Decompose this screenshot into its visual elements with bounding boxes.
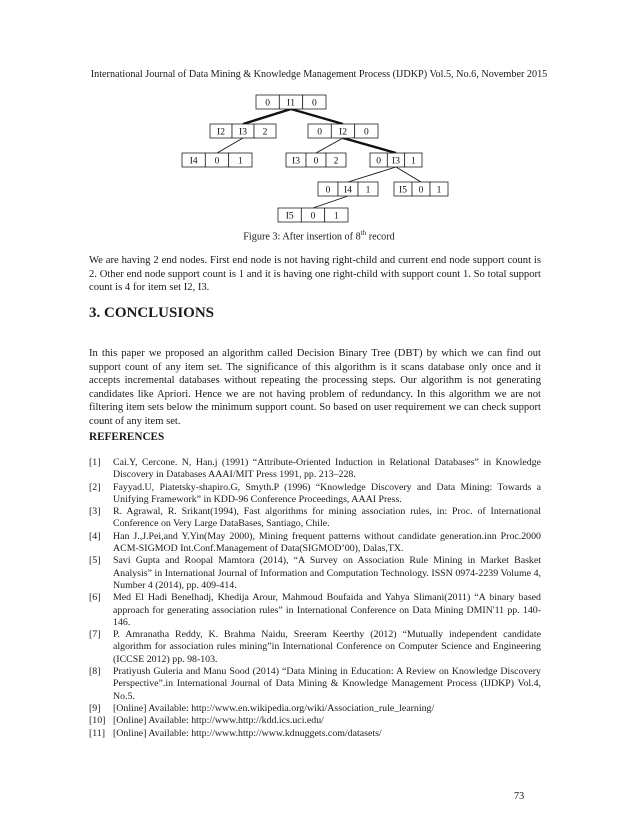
dbt-tree-figure xyxy=(0,0,638,260)
tree-node-label: I2 xyxy=(339,127,347,138)
tree-node-label: I1 xyxy=(287,98,295,109)
tree-node-label: 0 xyxy=(214,156,220,167)
reference-item xyxy=(89,555,541,592)
tree-node xyxy=(278,208,348,222)
reference-number: [6] xyxy=(89,592,101,604)
reference-item xyxy=(89,728,541,740)
tree-edge xyxy=(348,167,396,182)
tree-node-label: I3 xyxy=(239,127,247,138)
tree-node xyxy=(394,182,448,196)
caption-superscript: th xyxy=(360,229,367,237)
tree-node xyxy=(318,182,378,196)
tree-node-label: I3 xyxy=(392,156,400,167)
tree-node xyxy=(182,153,252,167)
tree-edge xyxy=(243,109,291,124)
tree-node-label: I5 xyxy=(285,211,294,222)
tree-node xyxy=(286,153,346,167)
reference-text: [Online] Available: http://www.http://kdd.ics.uci.edu/ xyxy=(113,715,324,727)
tree-node-label: I5 xyxy=(399,185,407,196)
paragraph-conclusions: In this paper we proposed an algorithm called Decision Binary Tree (DBT) by which we can find out support count of any item set. The significance of this algorithm is it scans database only once and it accepts incremental databases without repeating the processing steps. Our algorithm is not generating candidates like Apriori. Hence we are not having problem of redundancy. In this algorithm we are not filtering item sets below the minimum support count. So based on user requirement we can check support count of any item set. xyxy=(89,348,541,427)
reference-number: [7] xyxy=(89,629,101,641)
reference-text: Han J.,J.Pei,and Y.Yin(May 2000), Mining frequent patterns without candidate generation.inn Proc.2000 ACM-SIGMOD Int.Conf.Management of Data(SIGMOD’00), Dalas,TX. xyxy=(113,530,541,555)
caption-text-end: record xyxy=(366,231,395,243)
reference-item xyxy=(89,703,541,715)
paragraph-end-nodes: We are having 2 end nodes. First end node is not having right-child and current end node support count is 2. Other end node support count is 1 and it is having one right-child with support count 1. So total support count is 4 for item set I2, I3. xyxy=(89,255,541,294)
tree-node-label: 0 xyxy=(311,98,317,109)
tree-edge xyxy=(396,167,421,182)
tree-node-label: I4 xyxy=(344,185,352,196)
tree-node-label: 1 xyxy=(410,156,416,167)
reference-text: Savi Gupta and Roopal Mamtora (2014), “A Survey on Association Rule Mining in Market Basket Analysis” in International Journal of Information and Computation Technology. ISSN 0974-2239 Volume 4, Number 4 (2014), pp. 409-414. xyxy=(113,555,541,591)
reference-number: [11] xyxy=(89,727,106,739)
tree-edge xyxy=(313,196,348,208)
reference-number: [3] xyxy=(89,506,101,518)
reference-item xyxy=(89,506,541,531)
reference-item xyxy=(89,666,541,703)
tree-node xyxy=(210,124,276,138)
tree-node-label: 2 xyxy=(262,127,268,138)
tree-node-label: 0 xyxy=(313,156,319,167)
tree-node-label: I2 xyxy=(217,127,225,138)
reference-text: [Online] Available: http://www.en.wikipedia.org/wiki/Association_rule_learning/ xyxy=(113,702,435,714)
tree-node-label: 0 xyxy=(363,127,369,138)
references-heading: REFERENCES xyxy=(89,431,165,443)
tree-node-label: I4 xyxy=(189,156,198,167)
reference-number: [1] xyxy=(89,457,101,468)
tree-node-label: 1 xyxy=(237,156,243,167)
tree-node xyxy=(308,124,378,138)
reference-number: [9] xyxy=(89,702,101,714)
tree-edge xyxy=(217,138,243,153)
tree-node-label: 1 xyxy=(436,185,442,196)
tree-node-label: 2 xyxy=(333,156,339,167)
tree-node xyxy=(256,95,326,109)
reference-text: R. Agrawal, R. Srikant(1994), Fast algorithms for mining association rules, in: Proc. of International Conference on Very Large DataBases, Santiago, Chile. xyxy=(113,506,541,530)
reference-number: [5] xyxy=(89,555,101,567)
tree-node-label: 0 xyxy=(325,185,331,196)
tree-edge xyxy=(343,138,396,153)
reference-item xyxy=(89,531,541,556)
reference-number: [2] xyxy=(89,481,101,493)
tree-edge xyxy=(291,109,343,124)
section-heading-conclusions: 3. CONCLUSIONS xyxy=(89,305,215,321)
tree-node-label: 0 xyxy=(265,98,271,109)
tree-node-label: 0 xyxy=(376,156,382,167)
figure-caption xyxy=(0,229,638,242)
reference-text: Fayyad.U, Piatetsky-shapiro.G, Smyth.P (1996) “Knowledge Discovery and Data Mining: Towards a Unifying Framework” in KDD-96 Conference Proceedings, AAAI Press. xyxy=(113,481,541,505)
reference-item xyxy=(89,482,541,507)
tree-edge xyxy=(316,138,343,153)
reference-number: [8] xyxy=(89,666,101,678)
tree-node-label: 0 xyxy=(317,127,323,138)
reference-number: [4] xyxy=(89,530,101,542)
tree-node-label: 0 xyxy=(310,211,316,222)
tree-node xyxy=(370,153,422,167)
tree-node-label: 1 xyxy=(365,185,371,196)
reference-item xyxy=(89,457,541,482)
running-header: International Journal of Data Mining & Knowledge Management Process (IJDKP) Vol.5, No.6, November 2015 xyxy=(90,69,548,80)
reference-item xyxy=(89,629,541,666)
reference-number: [10] xyxy=(89,715,106,727)
reference-text: Cai.Y, Cercone. N, Han.j (1991) “Attribute-Oriented Induction in Relational Databases” in Knowledge Discovery in Databases AAAI/MIT Press 1991, pp. 213–228. xyxy=(113,457,541,481)
reference-text: P. Amranatha Reddy, K. Brahma Naidu, Sreeram Keerthy (2012) “Mutually independent candidate algorithm for association rules mining”in International Conference on Computer Science and Engineering (ICCSE 2012) pp. 98-103. xyxy=(113,629,541,665)
tree-node-label: 0 xyxy=(418,185,424,196)
reference-text: Med El Hadi Benelhadj, Khedija Arour, Mahmoud Boufaida and Yahya Slimani(2011) “A binary based approach for generating association rules” in International Conference on Data Mining DMIN'11 pp. 140-146. xyxy=(113,592,541,628)
caption-text: Figure 3: After insertion of 8 xyxy=(243,231,361,243)
reference-text: Pratiyush Guleria and Manu Sood (2014) “Data Mining in Education: A Review on Knowledge Discovery Perspective”.in International Journal of Data Mining & Knowledge Management Process (IJDKP) Vol.4, No.5. xyxy=(113,666,541,702)
page-number: 73 xyxy=(514,791,525,802)
tree-node-label: 1 xyxy=(333,211,339,222)
tree-node-label: I3 xyxy=(292,156,300,167)
reference-item xyxy=(89,592,541,629)
references-list xyxy=(89,457,541,740)
reference-text: [Online] Available: http://www.http://www.kdnuggets.com/datasets/ xyxy=(113,727,382,739)
reference-item xyxy=(89,715,541,727)
